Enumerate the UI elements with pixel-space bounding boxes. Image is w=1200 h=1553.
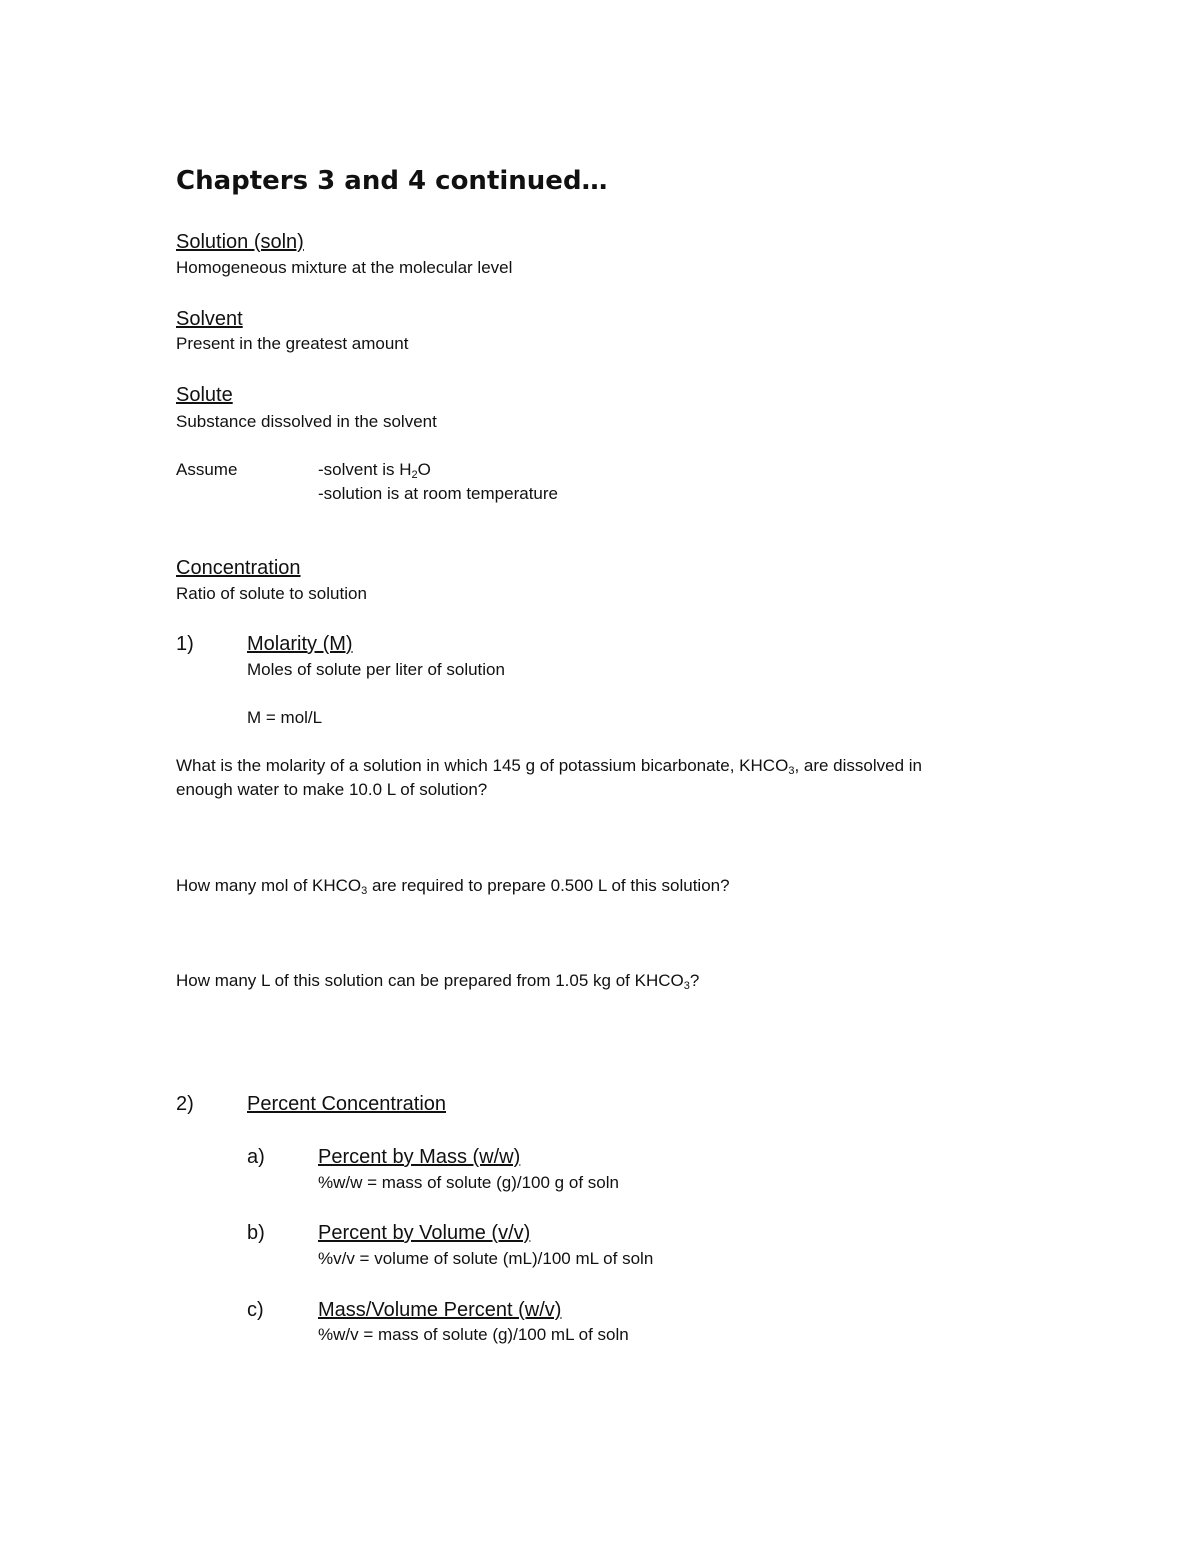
solution-definition: Homogeneous mixture at the molecular level [176,258,513,277]
question-2-prefix: How many mol of KHCO [176,876,362,895]
percent-item-a-letter: a) [247,1146,265,1168]
percent-item-c-formula: %w/v = mass of solute (g)/100 mL of soln [318,1325,629,1344]
solution-heading: Solution (soln) [176,231,304,253]
molarity-formula: M = mol/L [247,708,323,727]
question-3-subscript: 3 [683,980,690,992]
question-1-prefix: What is the molarity of a solution in which 145 g of potassium bicarbonate, KHCO [176,756,789,775]
percent-heading: Percent Concentration [247,1093,447,1115]
question-2-suffix: are required to prepare 0.500 L of this solution? [367,876,730,895]
question-2 [176,876,730,896]
concentration-heading: Concentration [176,557,301,579]
question-1-line-2: enough water to make 10.0 L of solution? [176,780,488,799]
question-3-suffix: ? [689,971,700,990]
percent-item-a-formula: %w/w = mass of solute (g)/100 g of soln [318,1173,619,1192]
solvent-definition: Present in the greatest amount [176,334,409,353]
question-2-subscript: 3 [361,885,368,897]
question-3-prefix: How many L of this solution can be prepared from 1.05 kg of KHCO [176,971,684,990]
percent-number: 2) [176,1093,194,1115]
molarity-heading: Molarity (M) [247,633,353,655]
question-1-line-1 [176,756,922,776]
percent-item-b-formula: %v/v = volume of solute (mL)/100 mL of soln [318,1249,654,1268]
percent-item-c-heading: Mass/Volume Percent (w/v) [318,1299,562,1321]
assume-solvent-suffix: O [417,460,431,479]
percent-item-b-letter: b) [247,1222,265,1244]
percent-item-a-heading: Percent by Mass (w/w) [318,1146,521,1168]
question-1-suffix: , are dissolved in [794,756,923,775]
assume-label: Assume [176,460,238,479]
assume-solvent-line [318,460,431,480]
page-title: Chapters 3 and 4 continued… [176,166,608,196]
percent-item-c-letter: c) [247,1299,264,1321]
solute-definition: Substance dissolved in the solvent [176,412,437,431]
question-1-subscript: 3 [788,765,795,777]
molarity-number: 1) [176,633,194,655]
question-3 [176,971,699,991]
assume-temperature-line: -solution is at room temperature [318,484,558,503]
percent-item-b-heading: Percent by Volume (v/v) [318,1222,531,1244]
assume-solvent-prefix: -solvent is H [318,460,412,479]
assume-solvent-subscript: 2 [411,469,418,481]
solute-heading: Solute [176,384,233,406]
molarity-definition: Moles of solute per liter of solution [247,660,505,679]
solvent-heading: Solvent [176,308,243,330]
concentration-definition: Ratio of solute to solution [176,584,367,603]
